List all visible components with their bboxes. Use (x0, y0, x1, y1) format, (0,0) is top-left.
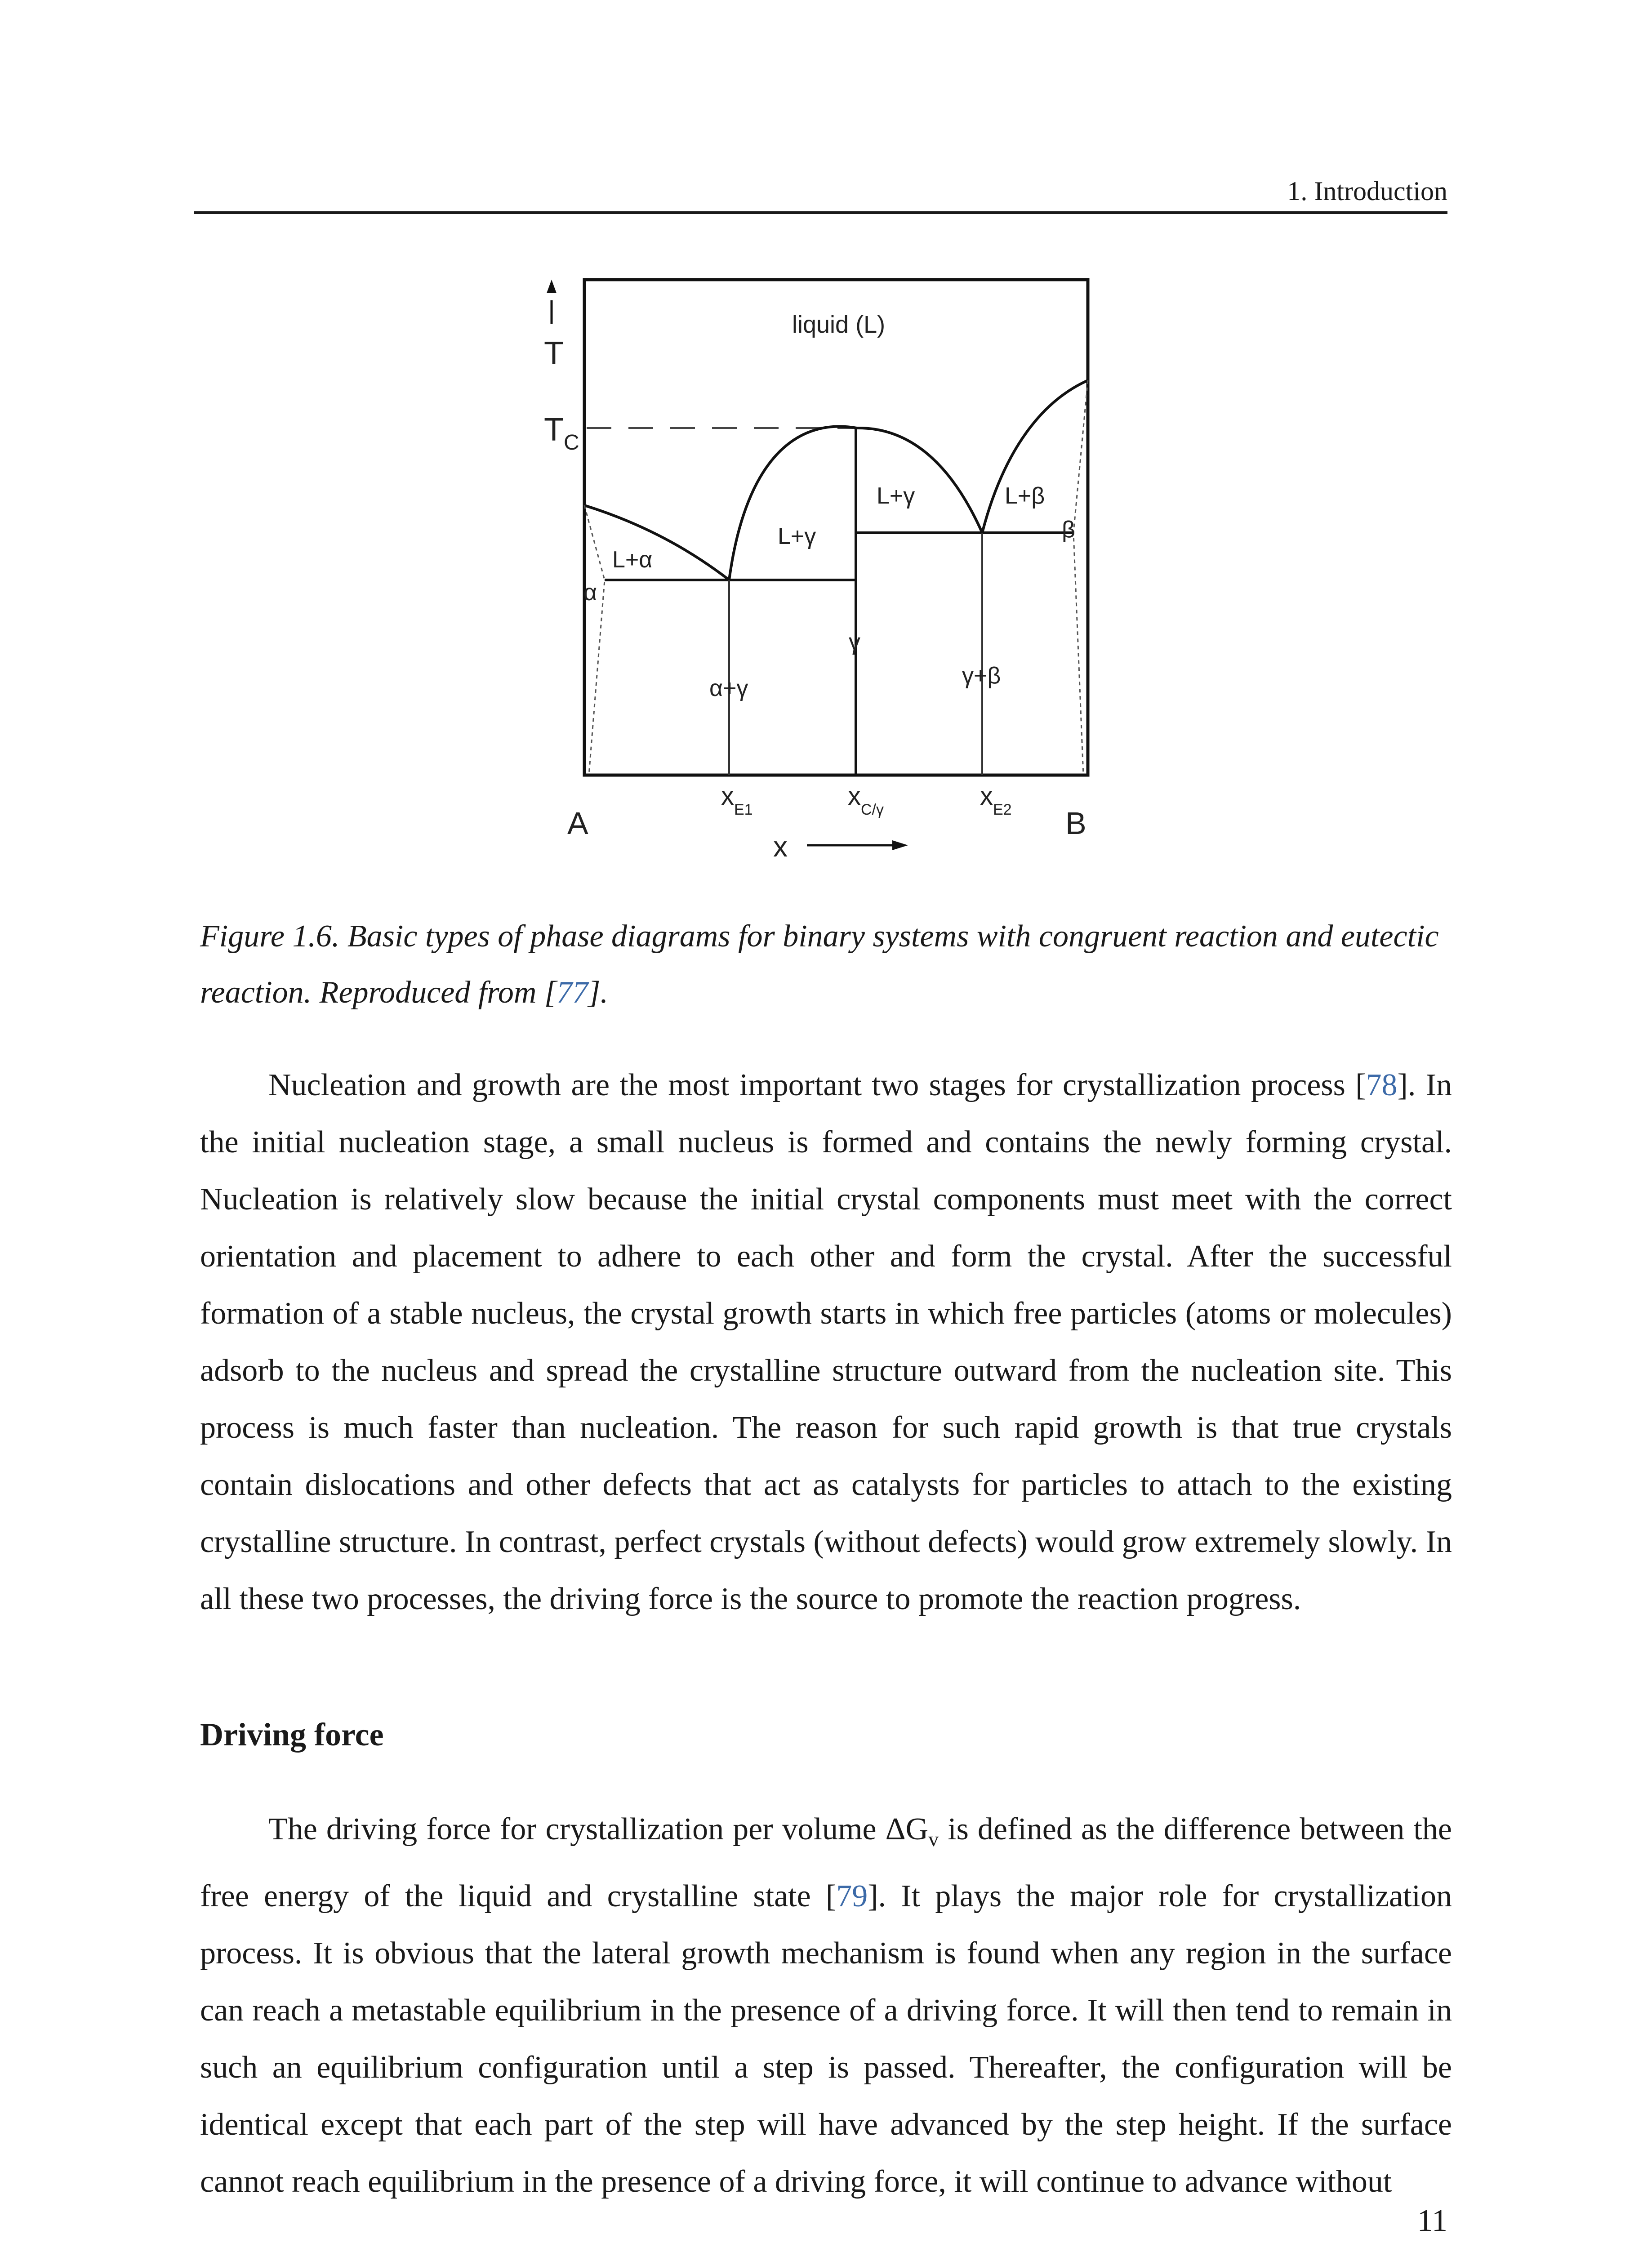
region-alpha: α (583, 580, 597, 606)
tc-label: $T_C$ (544, 412, 579, 455)
figure-caption: Figure 1.6. Basic types of phase diagrams for binary systems with congruent reaction and eutectic reaction. Reproduced from [77]. (200, 919, 1439, 1010)
region-gamma-beta: γ+β (962, 663, 1001, 689)
paragraph-nucleation: Nucleation and growth are the most important two stages for crystallization process [78]. In the initial nucleation stage, a small nucleus is formed and contains the newly forming crystal. Nucleation is relatively slow because the initial crystal components must meet with the correct orientation and placement to adhere to each other and form the crystal. After the successful formation of a stable nucleus, the crystal growth starts in which free particles (atoms or molecules) adsorb to the nucleus and spread the crystalline structure outward from the nucleation site. This process is much faster than nucleation. The reason for such rapid growth is that true crystals contain dislocations and other defects that act as catalysts for particles to attach to the existing crystalline structure. In contrast, perfect crystals (without defects) would grow extremely slowly. In all these two processes, the driving force is the source to promote the reaction progress. (200, 1068, 1452, 1616)
region-l-gamma-right: L+γ (877, 483, 915, 509)
paragraph-driving-force: The driving force for crystallization per volume $\Delta G_v$ is defined as the difference between the free energy of the liquid and crystalline state [79]. It plays the major role for crystallization process. It is obvious that the lateral growth mechanism is found when any region in the surface can reach a metastable equilibrium in the presence of a driving force. It will then tend to remain in such an equilibrium configuration until a step is passed. Thereafter, the configuration will be identical except that each part of the step will have advanced by the step height. If the surface cannot reach equilibrium in the presence of a driving force, it will continue to advance without (200, 1812, 1452, 2199)
liquidus-left-curve (584, 505, 729, 580)
x-axis-arrowhead (892, 840, 908, 850)
liquid-label: liquid (L) (792, 311, 886, 338)
xc-label: $x_{C/\gamma}$ (848, 781, 884, 818)
region-l-gamma-left: L+γ (778, 523, 816, 549)
t-axis-arrowhead (547, 280, 557, 293)
alpha-solvus-dotted (584, 505, 605, 775)
running-header: 1. Introduction (1287, 176, 1447, 206)
citation-link-79[interactable]: 79 (836, 1879, 868, 1913)
end-a-label: A (567, 806, 588, 841)
region-gamma: γ (849, 629, 860, 655)
beta-solvus-dotted (1073, 380, 1088, 775)
region-beta: β (1062, 517, 1075, 543)
xe2-label: $x_{E2}$ (980, 781, 1012, 818)
region-l-alpha: L+α (612, 547, 653, 573)
region-alpha-gamma: α+γ (709, 675, 748, 701)
citation-link-78[interactable]: 78 (1366, 1068, 1398, 1102)
caption-citation-link[interactable]: 77 (557, 975, 588, 1010)
liquidus-right-curve (982, 380, 1088, 533)
region-l-beta: L+β (1005, 483, 1045, 509)
phase-diagram-figure (0, 0, 1652, 899)
page-number: 11 (1417, 2203, 1447, 2238)
xe1-label: $x_{E1}$ (721, 781, 753, 818)
x-axis-label: x (773, 830, 788, 863)
t-axis-label: T (544, 335, 564, 371)
end-b-label: B (1065, 806, 1086, 841)
section-heading: Driving force (200, 1717, 384, 1753)
diagram-frame (584, 280, 1088, 775)
